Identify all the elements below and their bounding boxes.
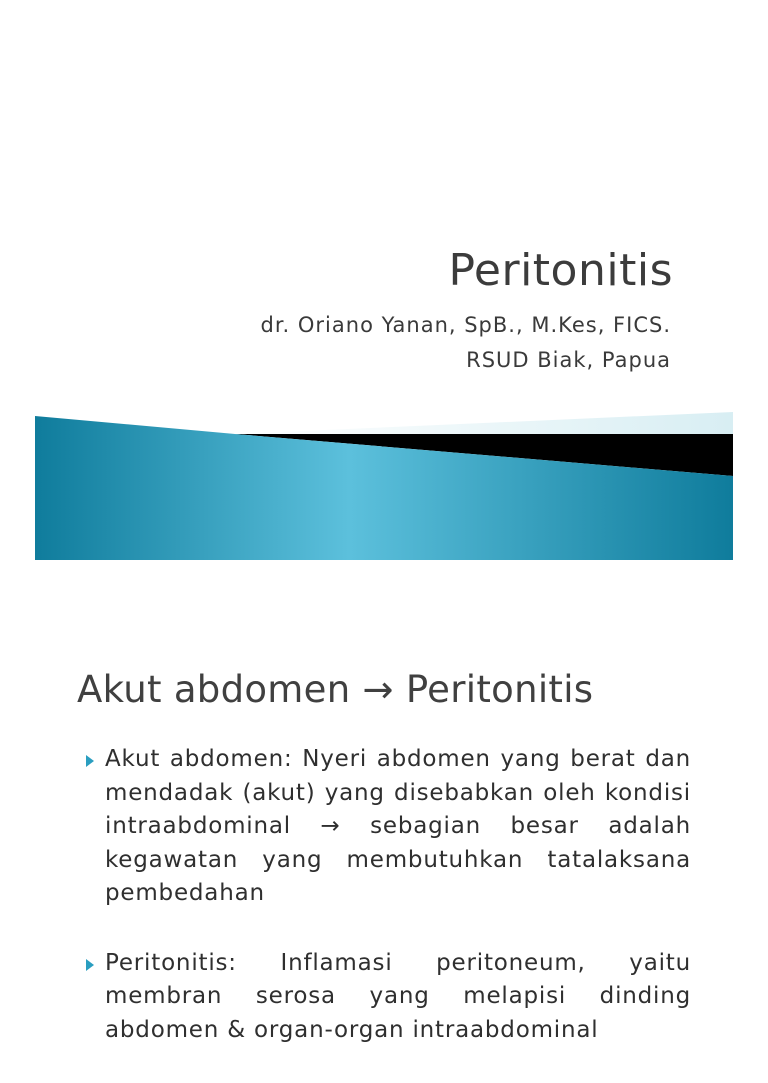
bullet-text: Peritonitis: Inflamasi peritoneum, yaitu membran serosa yang melapisi dinding abdomen & organ-organ intraabdominal bbox=[105, 949, 691, 1043]
slide-title: Peritonitis bbox=[448, 245, 673, 296]
banner-pale-band bbox=[235, 412, 733, 434]
bullet-list bbox=[86, 743, 691, 1083]
decorative-banner bbox=[35, 412, 733, 560]
slide-heading: Akut abdomen → Peritonitis bbox=[77, 668, 594, 711]
affiliation: RSUD Biak, Papua bbox=[466, 348, 671, 372]
list-item bbox=[86, 947, 691, 1048]
triangle-bullet-icon bbox=[86, 743, 105, 911]
bullet-text: Akut abdomen: Nyeri abdomen yang berat dan mendadak (akut) yang disebabkan oleh kondisi intraabdominal → sebagian besar adalah kegawatan yang membutuhkan tatalaksana pembedahan bbox=[105, 746, 691, 906]
content-slide bbox=[0, 600, 768, 1043]
triangle-bullet-icon bbox=[86, 947, 105, 1048]
author-name: dr. Oriano Yanan, SpB., M.Kes, FICS. bbox=[260, 313, 671, 337]
list-item bbox=[86, 743, 691, 911]
